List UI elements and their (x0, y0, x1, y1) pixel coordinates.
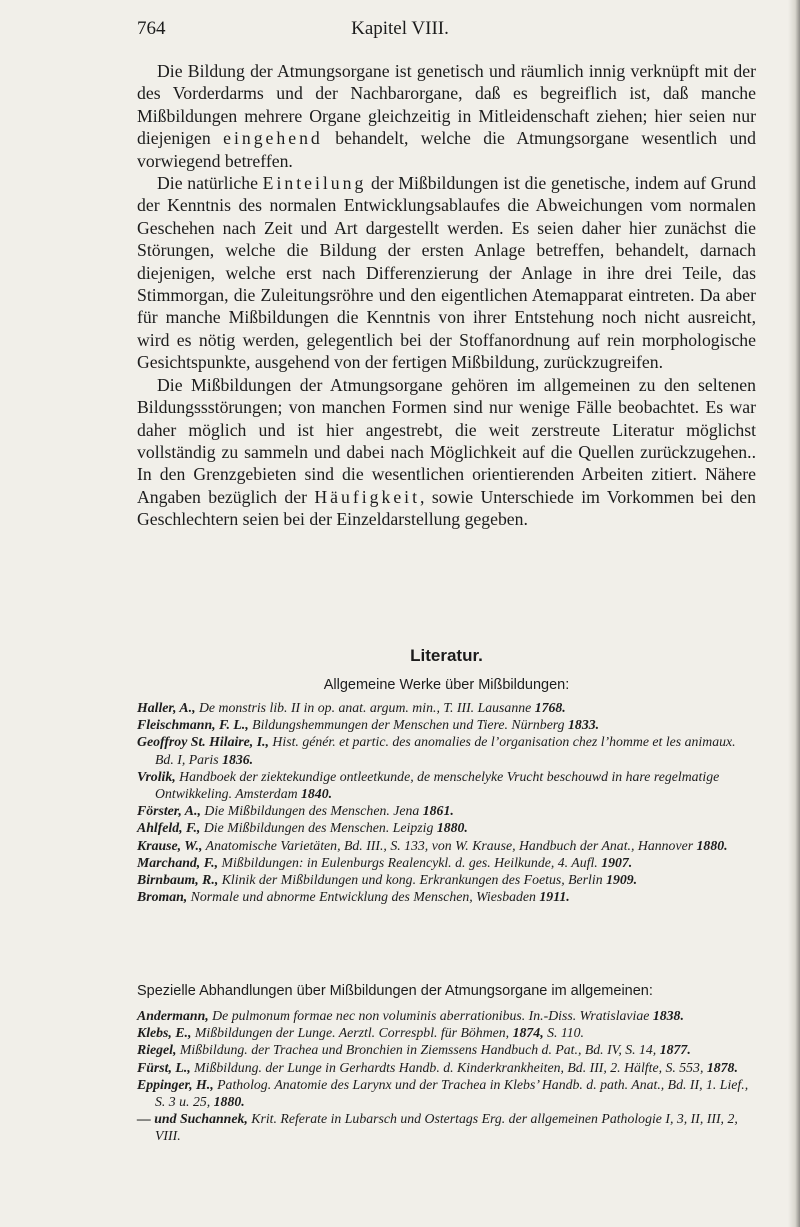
paragraph-1-emphasis: eingehend (223, 128, 323, 149)
reference-year: 1768. (534, 700, 566, 715)
reference-text: Hist. génér. et partic. des anomalies de l’organisation chez l’homme et les animaux. Bd. I, Paris (155, 734, 736, 767)
reference-entry (137, 854, 756, 871)
literature-heading: Literatur. (410, 646, 483, 665)
reference-author: — und Suchannek, (137, 1111, 248, 1127)
reference-text: Die Mißbildungen des Menschen. Jena (200, 803, 423, 819)
paragraph-2 (137, 172, 756, 374)
special-works-heading: Spezielle Abhandlungen über Mißbildungen der Atmungsorgane im allgemeinen: (137, 983, 653, 999)
reference-entry (137, 1024, 756, 1041)
reference-year: 1874, (512, 1025, 544, 1041)
reference-text: Die Mißbildungen des Menschen. Leipzig (200, 820, 437, 836)
reference-year: 1840. (301, 786, 333, 802)
reference-text: Handboek der ziektekundige ontleetkunde, de menschelyke Vrucht beschouwd in hare regelmatige Ontwikkeling. Amsterdam (155, 768, 720, 802)
reference-text: Patholog. Anatomie des Larynx und der Trachea in Klebs’ Handb. d. path. Anat., Bd. II, 1. Lief., S. 3 u. 25, (155, 1076, 749, 1110)
paragraph-3-text-b: , sowie Unterschiede im Vorkommen bei den Geschlechtern seien bei der Einzeldarstellung gegeben. (137, 486, 756, 530)
paragraph-2-emphasis: Einteilung (262, 173, 367, 194)
reference-text: Mißbildung. der Lunge in Gerhardts Handb. d. Kinderkrankheiten, Bd. III, 2. Hälfte, S. 553, (190, 1059, 707, 1075)
reference-entry (137, 768, 756, 802)
general-reference-list (137, 699, 756, 905)
reference-text: Mißbildungen: in Eulenburgs Realencykl. d. ges. Heilkunde, 4. Aufl. (218, 854, 602, 870)
page-edge-shadow (788, 0, 800, 1227)
special-reference-list (137, 1007, 756, 1145)
reference-entry (137, 699, 756, 716)
reference-entry (137, 716, 756, 733)
reference-year: 1880. (696, 837, 728, 853)
paragraph-2-text-a: Die natürliche (157, 173, 263, 194)
page-header (0, 18, 800, 42)
reference-text-tail: S. 110. (543, 1025, 585, 1041)
reference-author: Marchand, F., (137, 854, 219, 870)
paragraph-3-emphasis: Häufigkeit (314, 486, 421, 507)
reference-author: Broman, (137, 889, 188, 905)
reference-author: Fürst, L., (137, 1059, 191, 1075)
reference-year: 1909. (606, 872, 638, 888)
reference-year: 1907. (601, 854, 633, 870)
reference-text: Bildungshemmungen der Menschen und Tiere. Nürnberg (248, 717, 569, 733)
reference-text: Klinik der Mißbildungen und kong. Erkrankungen des Foetus, Berlin (218, 872, 607, 888)
paragraph-1 (137, 60, 756, 172)
general-works-heading: Allgemeine Werke über Mißbildungen: (323, 677, 570, 693)
reference-author: Riegel, (137, 1042, 177, 1058)
reference-entry (137, 802, 756, 819)
paragraph-1-text-b: behandelt, welche die Atmungsorgane wesentlich und vorwiegend betreffen. (137, 128, 756, 171)
reference-year: 1838. (652, 1008, 684, 1023)
reference-entry (137, 819, 756, 836)
reference-author: Haller, A., (137, 700, 196, 715)
reference-author: Ahlfeld, F., (137, 820, 201, 836)
reference-text: Normale und abnorme Entwicklung des Menschen, Wiesbaden (187, 889, 540, 905)
reference-author: Förster, A., (137, 803, 201, 819)
reference-entry (137, 871, 756, 888)
reference-year: 1836. (222, 751, 254, 767)
reference-author: Fleischmann, F. L., (137, 717, 249, 733)
reference-text: De monstris lib. II in op. anat. argum. min., T. III. Lausanne (195, 700, 535, 715)
reference-author: Vrolik, (137, 768, 176, 784)
reference-entry (137, 1041, 756, 1058)
reference-author: Eppinger, H., (137, 1076, 214, 1092)
reference-entry (137, 888, 756, 905)
reference-text: Krit. Referate in Lubarsch und Ostertags Erg. der allgemeinen Pathologie I, 3, II, III, 2, VIII. (155, 1111, 738, 1144)
reference-text: De pulmonum formae nec non voluminis aberrationibus. In.-Diss. Wratislaviae (208, 1008, 653, 1023)
page-number: 764 (137, 18, 166, 39)
reference-entry (137, 1110, 756, 1144)
reference-year: 1911. (539, 889, 570, 905)
paragraph-1-text-a: Die Bildung der Atmungsorgane ist genetisch und räumlich innig verknüpft mit der des Vorderdarms und der Nachbarorgane, daß es begreiflich ist, daß manche Mißbildungen mehrere Organe gleichzeitig in Mitleidenschaft ziehen; hier seien nur diejenigen (137, 61, 756, 149)
reference-year: 1877. (659, 1042, 691, 1058)
reference-author: Birnbaum, R., (137, 872, 219, 888)
reference-author: Klebs, E., (137, 1025, 192, 1041)
chapter-title: Kapitel VIII. (351, 18, 449, 39)
reference-year: 1861. (422, 803, 454, 819)
paragraph-2-text-b: der Mißbildungen ist die genetische, indem auf Grund der Kenntnis des normalen Entwicklungsablaufes die Abweichungen vom normalen Geschehen nach Zeit und Art dargestellt werden. Es seien daher hier zunächst die Störungen, welche die Bildung der ersten Anlage betreffen, behandelt, darnach diejenigen, welche erst nach Differenzierung der Anlage in ihre drei Teile, das Stimmorgan, die Zuleitungsröhre und den eigentlichen Atemapparat eintreten. Da aber für manche Mißbildungen die Kenntnis von ihrer Entstehung noch nicht ausreicht, wird es nötig werden, gelegentlich bei der Stoffanordnung auf rein morphologische Gesichtspunkte, ausgehend von der fertigen Mißbildung, zurückzugreifen. (137, 173, 757, 373)
reference-entry (137, 733, 756, 767)
reference-author: Geoffroy St. Hilaire, I., (137, 734, 269, 750)
body-text (137, 60, 756, 531)
reference-year: 1880. (213, 1094, 245, 1110)
reference-text: Anatomische Varietäten, Bd. III., S. 133, von W. Krause, Handbuch der Anat., Hannover (202, 837, 697, 853)
paragraph-3 (137, 374, 756, 531)
reference-entry (137, 837, 756, 854)
reference-author: Andermann, (137, 1008, 209, 1023)
reference-year: 1878. (706, 1059, 738, 1075)
reference-author: Krause, W., (137, 837, 203, 853)
reference-text: Mißbildung. der Trachea und Bronchien in Ziemssens Handbuch d. Pat., Bd. IV, S. 14, (176, 1042, 660, 1058)
reference-entry (137, 1007, 756, 1024)
reference-text: Mißbildungen der Lunge. Aerztl. Correspbl. für Böhmen, (191, 1025, 513, 1041)
reference-entry (137, 1059, 756, 1076)
reference-entry (137, 1076, 756, 1110)
reference-year: 1833. (568, 717, 600, 733)
paragraph-3-text-a: Die Mißbildungen der Atmungsorgane gehören im allgemeinen zu den seltenen Bildungssstörungen; von manchen Formen sind nur wenige Fälle beobachtet. Es war daher möglich und ist hier angestrebt, die weit zerstreute Literatur möglichst vollständig zu sammeln und dabei nach Möglichkeit auf die Quellen zurückzugehen.. In den Grenzgebieten sind die wesentlichen orientierenden Arbeiten zitiert. Nähere Angaben bezüglich der (137, 374, 756, 507)
reference-year: 1880. (436, 820, 468, 836)
